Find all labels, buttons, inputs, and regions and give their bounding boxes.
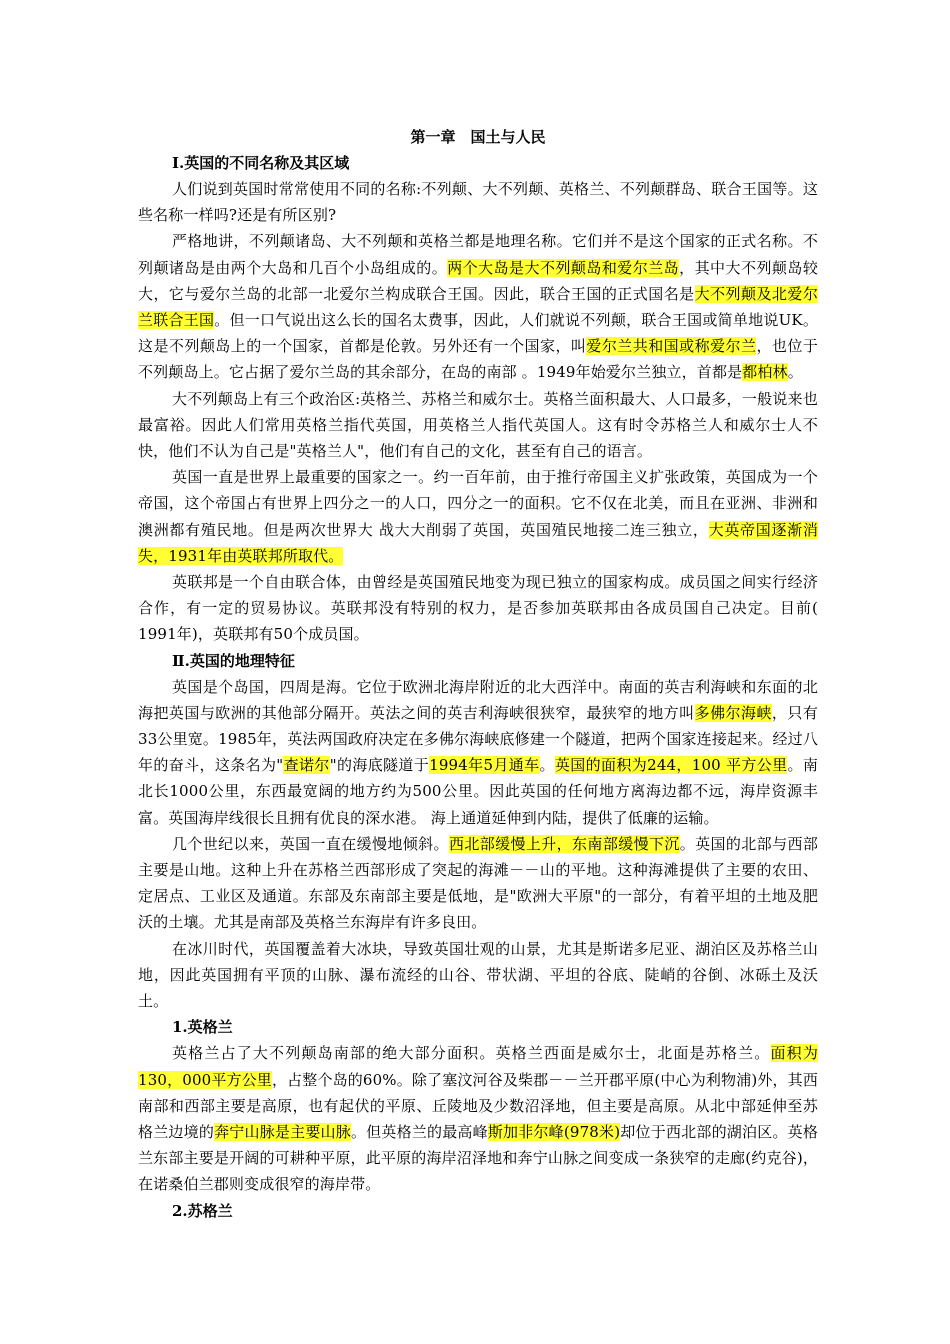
highlighted-text: 两个大岛是大不列颠岛和爱尔兰岛 <box>447 258 680 277</box>
text-run: 大不列颠岛上有三个政治区:英格兰、苏格兰和威尔士。英格兰面积最大、人口最多，一般说来也最富裕。因此人们常用英格兰指代英国，用英格兰人指代英国人。这有时令苏格兰人和威尔士人不快，他们不认为自己是"英格兰人"，他们有自己的文化，甚至有自己的语言。 <box>138 389 818 461</box>
paragraph <box>138 674 818 831</box>
highlighted-text: 都柏林 <box>742 363 788 382</box>
text-run: 英格兰占了大不列颠岛南部的绝大部分面积。英格兰西面是威尔士，北面是苏格兰。 <box>172 1044 771 1063</box>
section-heading: Ⅰ.英国的不同名称及其区域 <box>172 154 350 172</box>
highlighted-text: 大不列颠及北爱尔兰联合王国 <box>138 284 819 330</box>
paragraph <box>138 936 818 1015</box>
text-run: ，其中大不列颠岛较大，它与爱尔兰岛的北部一北爱尔兰构成联合王国。因此，联合王国的正式国名是 <box>138 258 818 303</box>
text-run: 严格地讲，不列颠诸岛、大不列颠和英格兰都是地理名称。它们并不是这个国家的正式名称。不列颠诸岛是由两个大岛和几百个小岛组成的。 <box>138 232 818 277</box>
text-run: "的海底隧道于 <box>329 756 430 775</box>
text-run: 几个世纪以来，英国一直在缓慢地倾斜。 <box>172 834 449 853</box>
text-run: 英联邦是一个自由联合体，由曾经是英国殖民地变为现已独立的国家构成。成员国之间实行经济合作，有一定的贸易协议。英联邦没有特别的权力，是否参加英联邦由各成员国自己决定。目前( 1991年)，英联邦有50个成员国。 <box>138 573 818 644</box>
text-run: 。英国的北部与西部主要是山地。这种上升在苏格兰西部形成了突起的海滩－－山的平地。这种海滩提供了主要的农田、定居点、工业区及通道。东部及东南部主要是低地，是"欧洲大平原"的一部分，有着平坦的土地及肥沃的土壤。尤其是南部及英格兰东海岸有许多良田。 <box>138 834 818 932</box>
text-run: 。但英格兰的最高峰 <box>350 1122 488 1141</box>
text-run: ，只有33公里宽。1985年，英法两国政府决定在多佛尔海峡底修建一个隧道，把两个国家连接起来。经过八年的奋斗，这条名为" <box>138 703 818 775</box>
document-body <box>138 150 818 1224</box>
paragraph <box>138 228 818 385</box>
paragraph <box>138 1040 818 1197</box>
text-run: 。但一口气说出这么长的国名太费事，因此，人们就说不列颠，联合王国或简单地说UK。这是不列颠岛上的一个国家，首都是伦敦。另外还有一个国家，叫 <box>138 311 818 356</box>
paragraph <box>138 464 818 569</box>
document-page <box>138 124 818 1224</box>
text-run: 。南北长1000公里，东西最宽阔的地方约为500公里。因此英国的任何地方离海边都不远，海岸资源丰富。英国海岸线很长且拥有优良的深水港。 海上通道延伸到内陆，提供了低廉的运输。 <box>138 756 819 827</box>
section-heading: 2.苏格兰 <box>172 1201 233 1220</box>
highlighted-text: 奔宁山脉是主要山脉 <box>214 1122 351 1141</box>
section-heading: Ⅱ.英国的地理特征 <box>172 651 295 670</box>
text-run: 。 <box>787 363 803 382</box>
highlighted-text: 1994年5月通车 <box>429 756 540 775</box>
highlighted-text: 爱尔兰共和国或称爱尔兰 <box>586 337 757 356</box>
highlighted-text: 斯加非尔峰(978米) <box>487 1122 621 1141</box>
text-run: 英国一直是世界上最重要的国家之一。约一百年前，由于推行帝国主义扩张政策，英国成为一个帝国，这个帝国占有世界上四分之一的人口，四分之一的面积。它不仅在北美，而且在亚洲、非洲和澳洲都有殖民地。但是两次世界大 战大大削弱了英国，英国殖民地接二连三独立， <box>138 468 818 539</box>
highlighted-text: 多佛尔海峡 <box>694 703 772 722</box>
text-run: ，也位于不列颠岛上。它占据了爱尔兰岛的其余部分，在岛的南部 。1949年始爱尔兰独立，首都是 <box>138 337 818 382</box>
highlighted-text: 面积为130，000平方公里 <box>138 1044 819 1089</box>
text-run: 。 <box>539 756 555 775</box>
paragraph <box>138 176 818 228</box>
chapter-title: 第一章 国土与人民 <box>410 128 546 146</box>
text-run: ，占整个岛的60%。除了塞汶河谷及柴郡－－兰开郡平原(中心为利物浦)外，其西南部和西部主要是高原，也有起伏的平原、丘陵地及少数沼泽地，但主要是高原。从北中部延伸至苏格兰边境的 <box>138 1070 818 1141</box>
highlighted-text: 西北部缓慢上升，东南部缓慢下沉 <box>448 834 680 853</box>
section-heading: 1.英格兰 <box>172 1018 233 1037</box>
text-run: 在冰川时代，英国覆盖着大冰块，导致英国壮观的山景，尤其是斯诺多尼亚、湖泊区及苏格兰山地，因此英国拥有平顶的山脉、瀑布流经的山谷、带状湖、平坦的谷底、陡峭的谷倒、冰砾土及沃土。 <box>138 939 818 1011</box>
text-run: 却位于西北部的湖泊区。英格兰东部主要是开阔的可耕种平原，此平原的海岸沼泽地和奔宁山脉之间变成一条狭窄的走廊(约克谷)，在诺桑伯兰郡则变成很窄的海岸带。 <box>138 1122 818 1194</box>
highlighted-text: 大英帝国逐渐消失，1931年由英联邦所取代。 <box>138 520 818 565</box>
paragraph <box>138 569 818 648</box>
highlighted-text: 查诺尔 <box>283 756 330 775</box>
paragraph <box>138 831 818 936</box>
text-run: 人们说到英国时常常使用不同的名称:不列颠、大不列颠、英格兰、不列颠群岛、联合王国等。这些名称一样吗?还是有所区别? <box>138 180 818 225</box>
text-run: 英国是个岛国，四周是海。它位于欧洲北海岸附近的北大西洋中。南面的英吉利海峡和东面的北海把英国与欧洲的其他部分隔开。英法之间的英吉利海峡很狭窄，最狭窄的地方叫 <box>138 677 818 722</box>
highlighted-text: 英国的面积为244，100 平方公里 <box>554 756 788 775</box>
paragraph <box>138 386 818 465</box>
